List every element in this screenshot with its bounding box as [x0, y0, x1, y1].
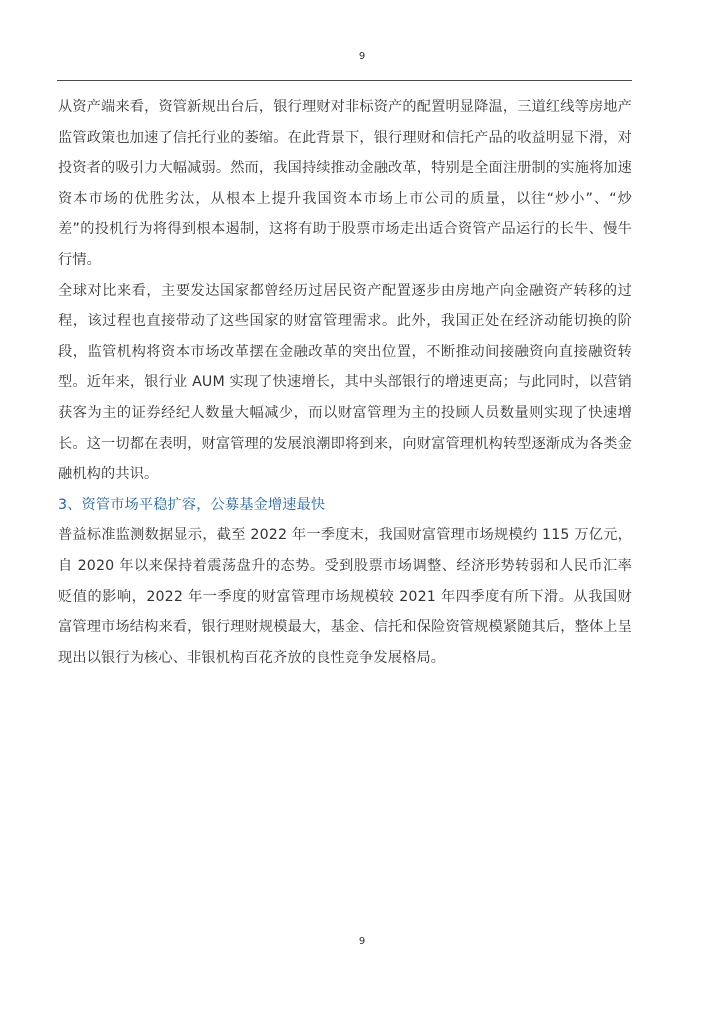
paragraph-global-comparison: 全球对比来看，主要发达国家都曾经历过居民资产配置逐步由房地产向金融资产转移的过程，该过程也直接带动了这些国家的财富管理需求。此外，我国正处在经济动能切换的阶段，监管机构将资本市场改革摆在金融改革的突出位置，不断推动间接融资向直接融资转型。近年来，银行业 AUM 实现了快速增长，其中头部银行的增速更高；与此同时，以营销获客为主的证券经纪人数量大幅减少，而以财富管理为主的投顾人员数量则实现了快速增长。这一切都在表明，财富管理的发展浪潮即将到来，向财富管理机构转型逐渐成为各类金融机构的共识。 [58, 282, 632, 483]
header-divider [57, 80, 632, 81]
header-page-number: 9 [358, 51, 366, 62]
paragraph-market-size: 普益标准监测数据显示，截至 2022 年一季度末，我国财富管理市场规模约 115 万亿元，自 2020 年以来保持着震荡盘升的态势。受到股票市场调整、经济形势转弱和人民币汇率贬值的影响，2022 年一季度的财富管理市场规模较 2021 年四季度有所下滑。从我国财富管理市场结构来看，银行理财规模最大，基金、信托和保险资管规模紧随其后，整体上呈现出以银行为核心、非银机构百花齐放的良性竞争发展格局。 [58, 527, 632, 666]
document-body [58, 92, 632, 673]
section-heading: 3、资管市场平稳扩容，公募基金增速最快 [58, 496, 326, 513]
footer-page-number: 9 [358, 936, 366, 947]
paragraph-asset-side: 从资产端来看，资管新规出台后，银行理财对非标资产的配置明显降温，三道红线等房地产监管政策也加速了信托行业的萎缩。在此背景下，银行理财和信托产品的收益明显下滑，对投资者的吸引力大幅减弱。然而，我国持续推动金融改革，特别是全面注册制的实施将加速资本市场的优胜劣汰，从根本上提升我国资本市场上市公司的质量，以往“炒小”、“炒差”的投机行为将得到根本遏制，这将有助于股票市场走出适合资管产品运行的长牛、慢牛行情。 [58, 99, 632, 268]
